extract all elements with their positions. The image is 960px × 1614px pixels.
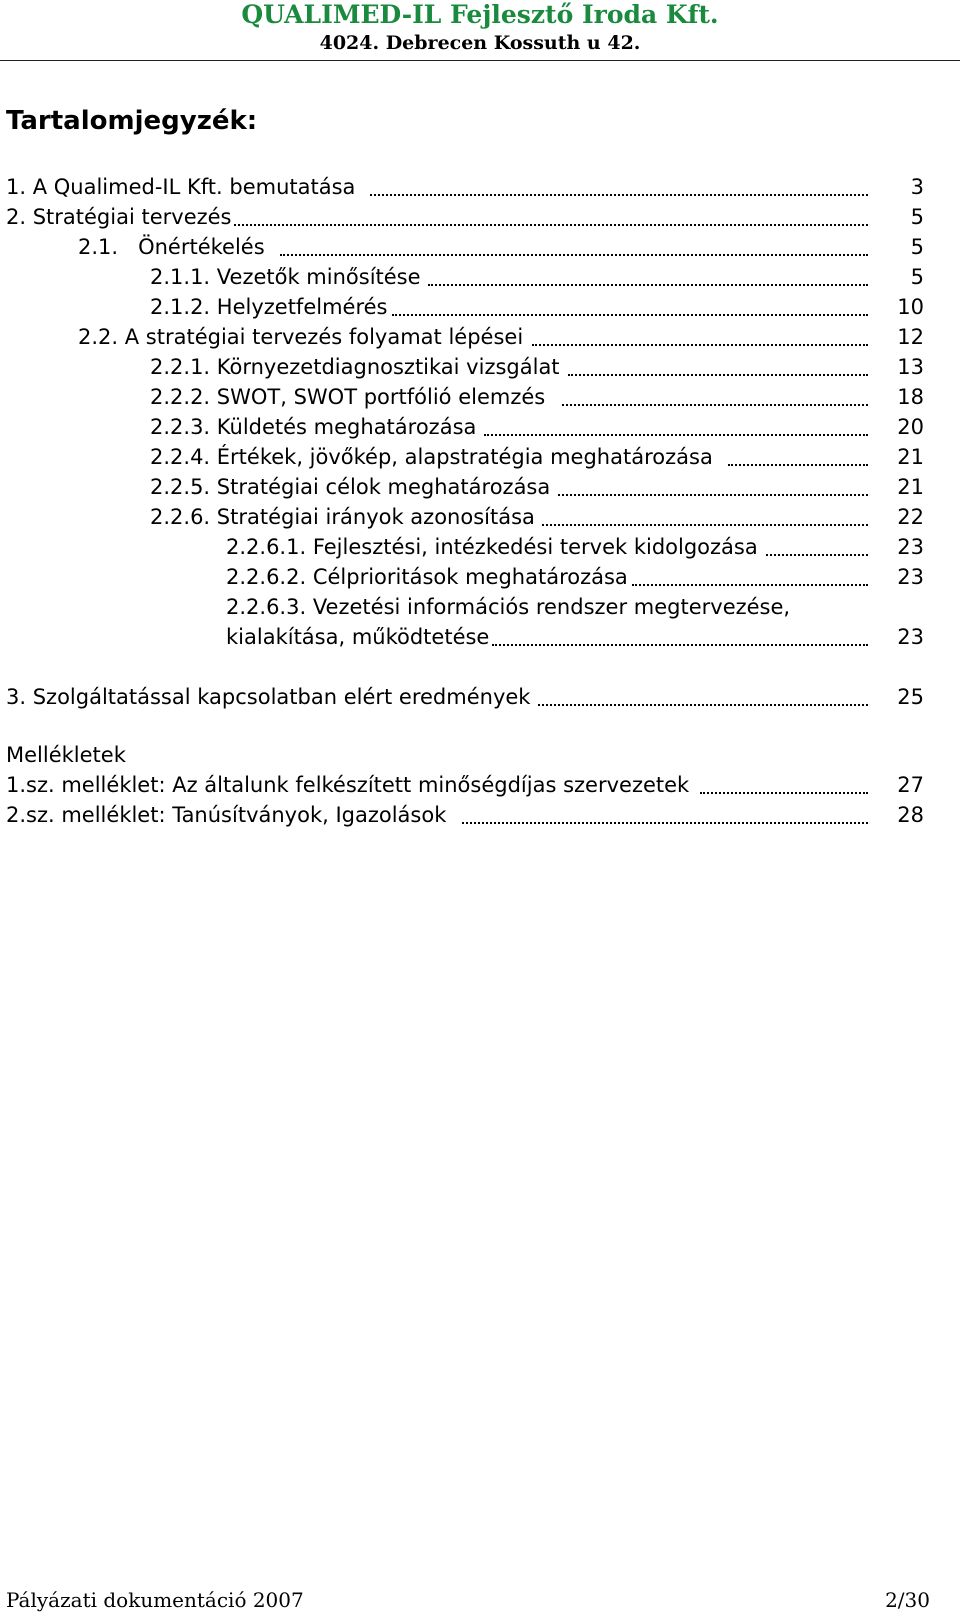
page-header bbox=[0, 0, 960, 61]
toc-leader bbox=[766, 554, 868, 556]
toc-entry[interactable] bbox=[0, 442, 960, 472]
toc-leader bbox=[370, 194, 868, 196]
toc-entry-page: 23 bbox=[897, 625, 924, 649]
toc-entry-text: 2.2.3. Küldetés meghatározása bbox=[150, 412, 478, 442]
toc-entry-page: 20 bbox=[897, 415, 924, 439]
toc-entry-text: 2.1.2. Helyzetfelmérés bbox=[150, 292, 390, 322]
toc-leader bbox=[492, 644, 868, 646]
attachment-entry-page: 27 bbox=[897, 773, 924, 797]
toc-leader bbox=[462, 822, 868, 824]
toc-entry-text: 3. Szolgáltatással kapcsolatban elért eredmények bbox=[6, 682, 532, 712]
toc-entry-text: 2.2. A stratégiai tervezés folyamat lépései bbox=[78, 322, 525, 352]
attachment-entry[interactable] bbox=[0, 770, 960, 800]
toc-entry-page: 23 bbox=[897, 565, 924, 589]
toc-leader bbox=[538, 704, 868, 706]
attachment-entry[interactable] bbox=[0, 800, 960, 830]
company-address: 4024. Debrecen Kossuth u 42. bbox=[319, 32, 641, 54]
toc-entry[interactable] bbox=[0, 382, 960, 412]
toc-entry-page: 12 bbox=[897, 325, 924, 349]
toc-entry-text: 2.2.4. Értékek, jövőkép, alapstratégia meghatározása bbox=[150, 442, 715, 472]
attachment-entry-text: 2.sz. melléklet: Tanúsítványok, Igazolások bbox=[6, 800, 448, 830]
toc-entry-page: 10 bbox=[897, 295, 924, 319]
toc-title: Tartalomjegyzék: bbox=[6, 106, 258, 136]
toc-entry-text: 2.2.1. Környezetdiagnosztikai vizsgálat bbox=[150, 352, 562, 382]
toc-entry[interactable] bbox=[0, 562, 960, 592]
toc-entry-page: 23 bbox=[897, 535, 924, 559]
footer-document-title: Pályázati dokumentáció 2007 bbox=[6, 1588, 304, 1612]
toc-leader bbox=[562, 404, 868, 406]
toc-entry-page: 21 bbox=[897, 475, 924, 499]
toc-entry-text[interactable]: 2.2.6.3. Vezetési információs rendszer megtervezése, bbox=[226, 595, 791, 619]
toc-entry-page: 13 bbox=[897, 355, 924, 379]
toc-entry[interactable] bbox=[0, 412, 960, 442]
page-footer bbox=[0, 1586, 960, 1614]
toc-entry[interactable] bbox=[0, 682, 960, 712]
toc-entry-text: kialakítása, működtetése bbox=[226, 622, 491, 652]
toc-leader bbox=[428, 284, 868, 286]
toc-leader bbox=[392, 314, 868, 316]
toc-entry-text: 2.2.2. SWOT, SWOT portfólió elemzés bbox=[150, 382, 547, 412]
toc-leader bbox=[568, 374, 868, 376]
toc-leader bbox=[632, 584, 868, 586]
company-name: QUALIMED-IL Fejlesztő Iroda Kft. bbox=[241, 0, 719, 29]
toc-entry-page: 5 bbox=[910, 205, 924, 229]
toc-leader bbox=[558, 494, 868, 496]
toc-leader bbox=[280, 254, 868, 256]
toc-entry-text: 2.1.1. Vezetők minősítése bbox=[150, 262, 423, 292]
toc-entry-page: 5 bbox=[910, 235, 924, 259]
toc-entry-page: 18 bbox=[897, 385, 924, 409]
attachments-label: Mellékletek bbox=[6, 743, 126, 767]
toc-entry-text: 2.2.6.2. Célprioritások meghatározása bbox=[226, 562, 630, 592]
toc-entry-text: 2.2.5. Stratégiai célok meghatározása bbox=[150, 472, 552, 502]
toc-entry[interactable] bbox=[0, 532, 960, 562]
toc-leader bbox=[234, 224, 868, 226]
toc-entry[interactable] bbox=[0, 352, 960, 382]
attachment-entry-page: 28 bbox=[897, 803, 924, 827]
toc-entry[interactable] bbox=[0, 232, 960, 262]
toc-entry-text: 2.2.6. Stratégiai irányok azonosítása bbox=[150, 502, 537, 532]
toc-entry-page: 25 bbox=[897, 685, 924, 709]
toc-entry[interactable] bbox=[0, 622, 960, 652]
toc-entry-page: 5 bbox=[910, 265, 924, 289]
toc-entry-text: 2.1. Önértékelés bbox=[78, 232, 267, 262]
toc-entry[interactable] bbox=[0, 292, 960, 322]
toc-entry[interactable] bbox=[0, 262, 960, 292]
toc-entry[interactable] bbox=[0, 172, 960, 202]
toc-entry[interactable] bbox=[0, 202, 960, 232]
toc-entry-page: 22 bbox=[897, 505, 924, 529]
toc-entry-page: 3 bbox=[910, 175, 924, 199]
toc-entry-text: 2.2.6.1. Fejlesztési, intézkedési tervek kidolgozása bbox=[226, 532, 760, 562]
toc-entry[interactable] bbox=[0, 502, 960, 532]
toc-entry-page: 21 bbox=[897, 445, 924, 469]
attachment-entry-text: 1.sz. melléklet: Az általunk felkészített minőségdíjas szervezetek bbox=[6, 770, 691, 800]
toc-entry[interactable] bbox=[0, 322, 960, 352]
toc-leader bbox=[532, 344, 868, 346]
toc-leader bbox=[484, 434, 868, 436]
footer-page-number: 2/30 bbox=[885, 1588, 930, 1612]
toc-leader bbox=[728, 464, 868, 466]
toc-entry-text: 2. Stratégiai tervezés bbox=[6, 202, 234, 232]
toc-entry[interactable] bbox=[0, 472, 960, 502]
toc-leader bbox=[542, 524, 868, 526]
toc-entry-text: 1. A Qualimed-IL Kft. bemutatása bbox=[6, 172, 357, 202]
toc-leader bbox=[700, 792, 868, 794]
